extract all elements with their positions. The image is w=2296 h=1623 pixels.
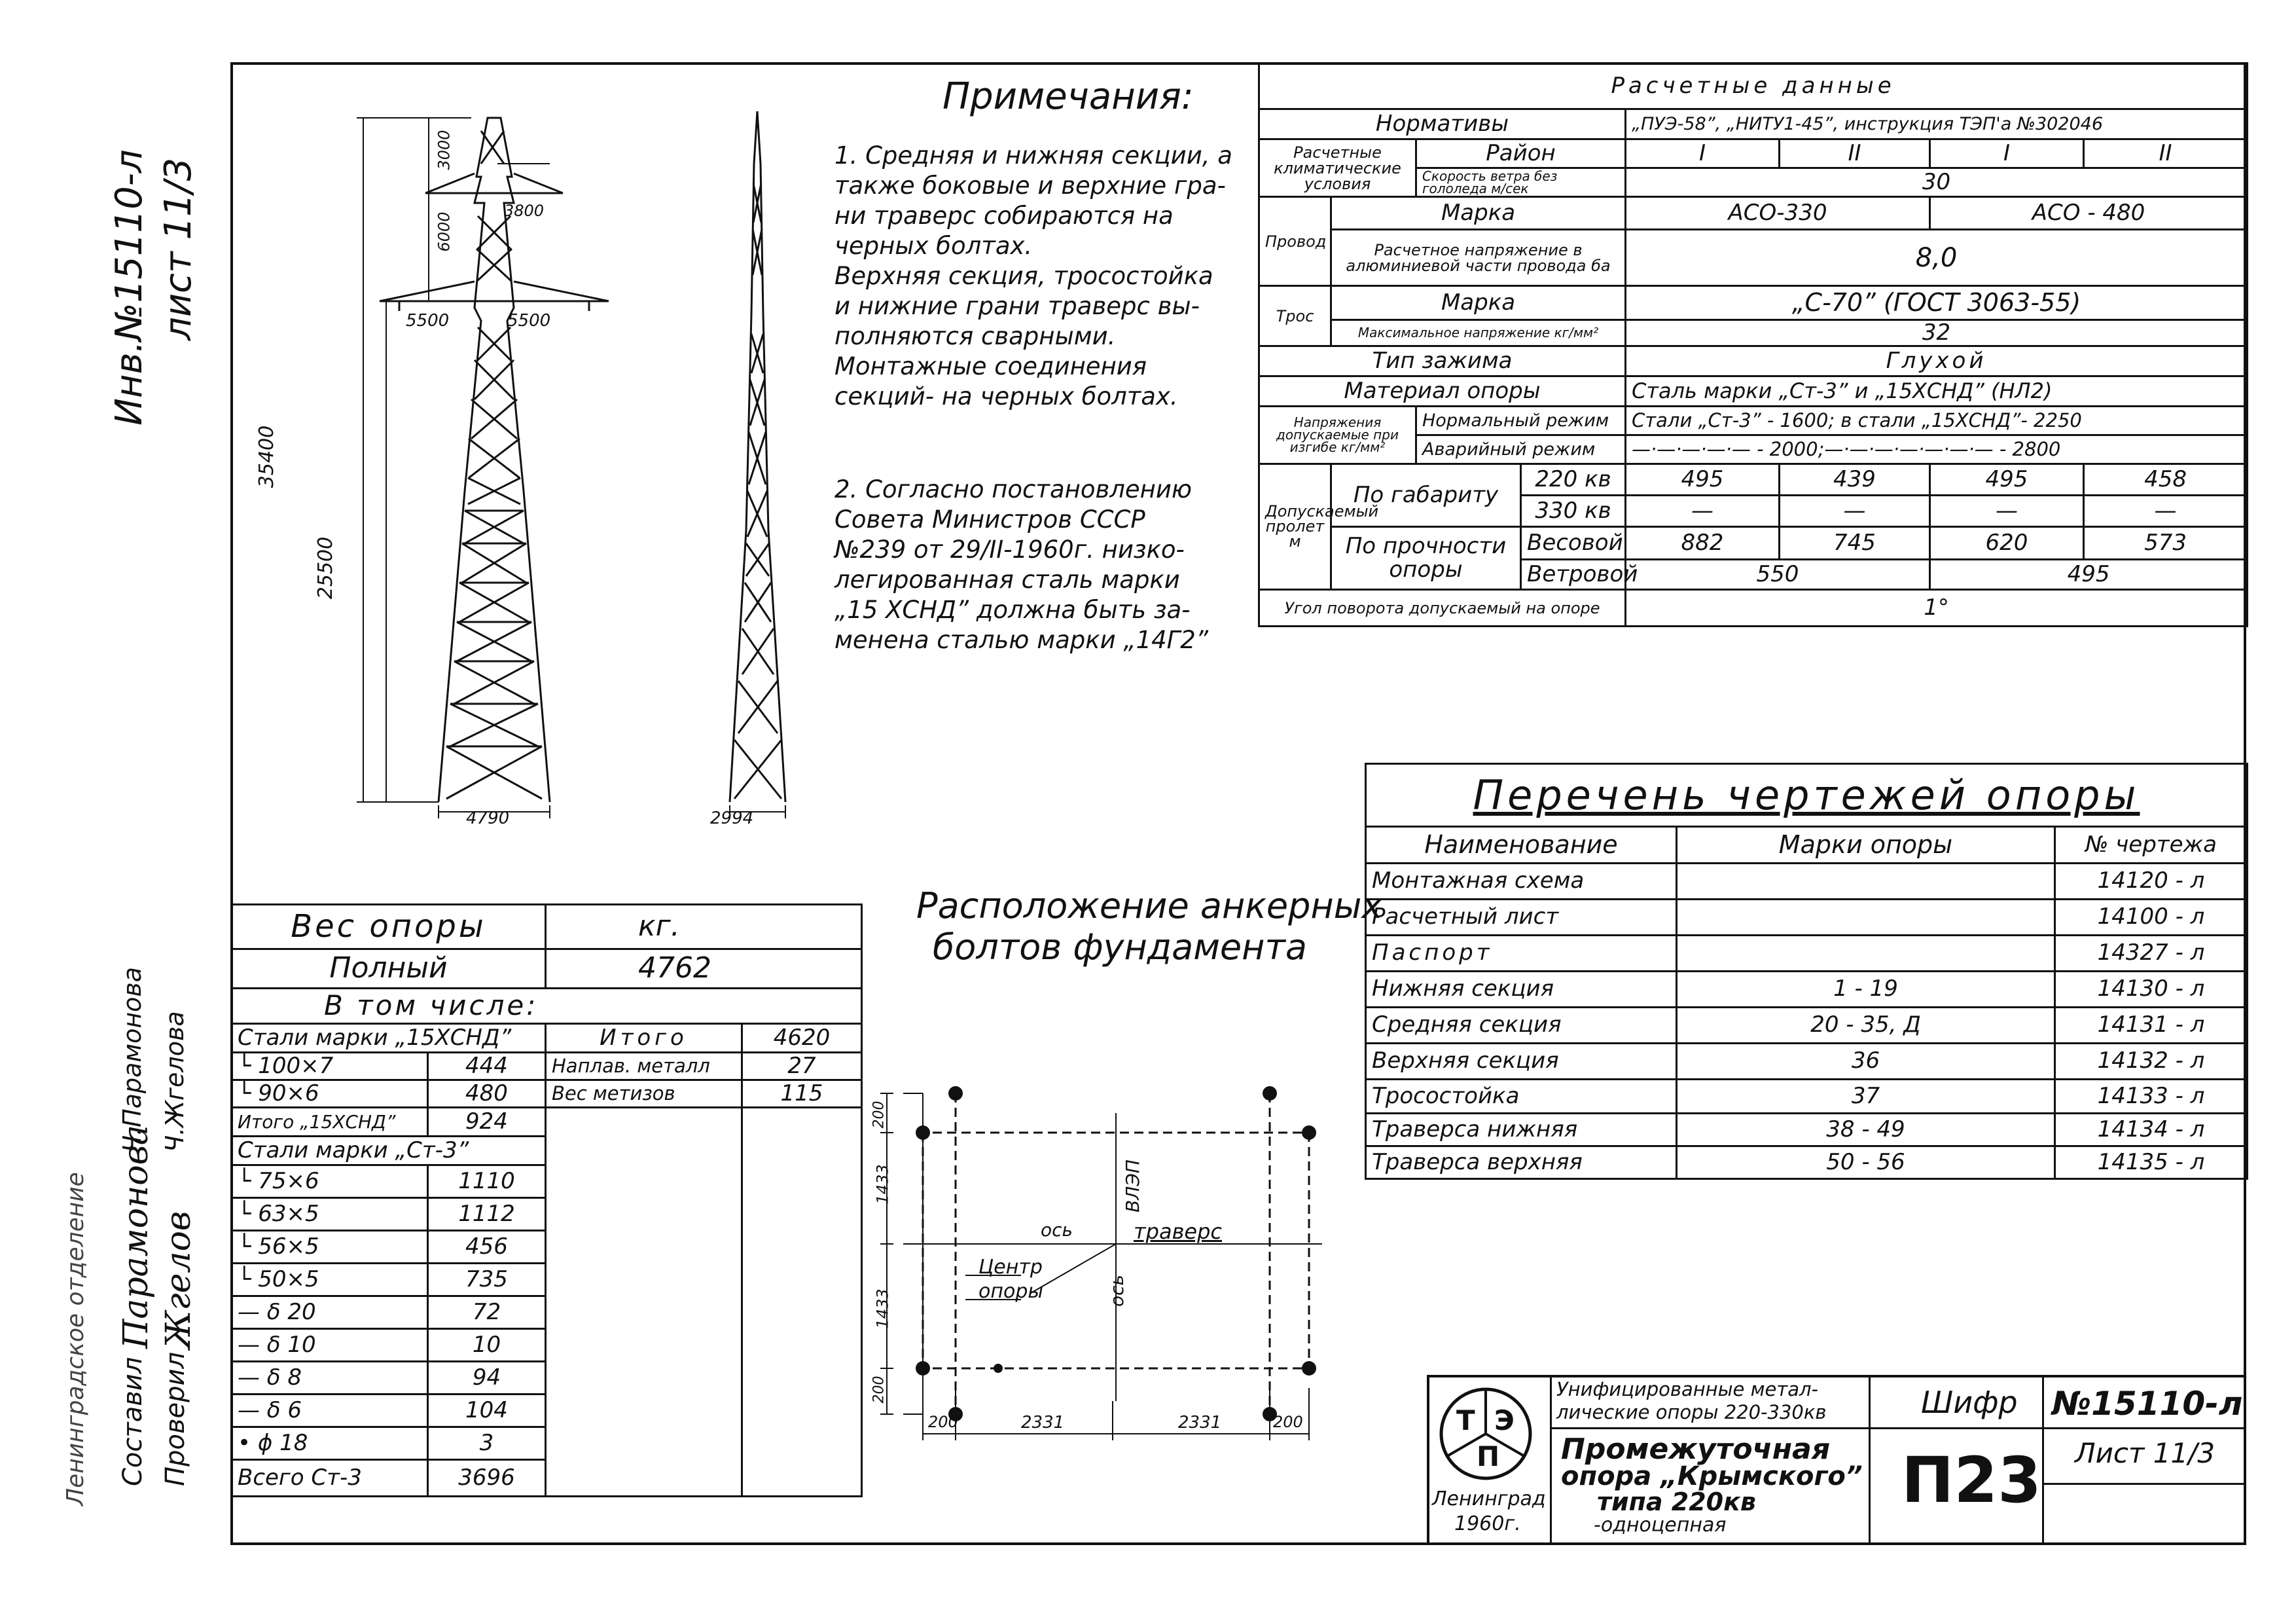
note-line: черных болтах. [834, 232, 1033, 260]
dim-base-side: 2994 [710, 809, 754, 828]
inventory-number: Инв.№15110-л [108, 149, 151, 426]
gabarit-330-2: — [1780, 496, 1930, 527]
by-strength-label: По прочности опоры [1331, 527, 1521, 590]
dim-base-front: 4790 [466, 809, 510, 828]
note-line: №239 от 29/II-1960г. низко- [834, 536, 1185, 564]
note-line: 2. Согласно постановлению [834, 475, 1193, 503]
profile-weight: 72 [428, 1296, 546, 1329]
col-header-number: № чертежа [2055, 827, 2248, 864]
gabarit-220-2: 439 [1780, 464, 1930, 496]
tower-elevation-drawing [242, 85, 831, 825]
drawing-name: Тросостойка [1366, 1080, 1677, 1114]
max-stress-value: 32 [1626, 320, 2248, 346]
logo-letter-t: Т [1456, 1404, 1475, 1436]
bolts-title-line2: болтов фундамента [933, 926, 1308, 968]
climatic-label: Расчетные климатические условия [1259, 139, 1416, 197]
itogo-label: Итого [546, 1024, 742, 1053]
drawing-name: Монтажная схема [1366, 864, 1677, 900]
voltage-330: 330 кв [1521, 496, 1626, 527]
dim-total-height: 35400 [255, 425, 279, 488]
full-weight-label: Полный [232, 949, 546, 989]
table-row [232, 1053, 862, 1080]
drawing-number: 14132 - л [2055, 1044, 2248, 1080]
profile: └ 90×6 [232, 1080, 428, 1108]
wind-span-1: 550 [1626, 560, 1930, 590]
logo-letter-e: Э [1494, 1404, 1515, 1436]
table-row [1366, 864, 2248, 900]
note-line: менена сталью марки „14Г2” [834, 626, 1208, 654]
calc-data-table [1258, 62, 2248, 627]
table-row [1366, 1044, 2248, 1080]
stamp-divider [2042, 1375, 2044, 1545]
stamp-divider [2042, 1483, 2246, 1485]
col-header-marks: Марки опоры [1677, 827, 2055, 864]
axis-vl-label: ВЛЭП [1121, 1159, 1143, 1213]
table-row [1366, 900, 2248, 936]
center-label-1: Центр [978, 1256, 1043, 1279]
profile-weight: 480 [428, 1080, 546, 1108]
angle-value: 1° [1626, 590, 2248, 627]
product-name-2: опора „Крымского” [1561, 1461, 1863, 1491]
drawing-number: 14327 - л [2055, 936, 2248, 972]
weight-span-2: 745 [1780, 527, 1930, 560]
series-line-2: лические опоры 220-330кв [1556, 1401, 1827, 1423]
weight-span-label: Весовой [1521, 527, 1626, 560]
profile-weight: 1110 [428, 1165, 546, 1198]
wind-speed-label: Скорость ветра без гололеда м/сек [1416, 168, 1626, 197]
note-line: полняются сварными. [834, 322, 1116, 350]
stamp-year: 1960г. [1454, 1512, 1521, 1535]
gabarit-220-1: 495 [1626, 464, 1780, 496]
cable-mark-label: Марка [1331, 286, 1626, 320]
profile-weight: 1112 [428, 1198, 546, 1231]
drawing-marks: 20 - 35, Д [1677, 1008, 2055, 1044]
compiled-by-signature: Парамонова [117, 1125, 156, 1349]
table-row [1366, 1146, 2248, 1179]
dim-lower-height: 25500 [314, 536, 338, 600]
empty-cell [546, 1108, 742, 1497]
profile-weight: 456 [428, 1231, 546, 1264]
gabarit-220-4: 458 [2084, 464, 2248, 496]
weight-span-4: 573 [2084, 527, 2248, 560]
drawing-name: Верхняя секция [1366, 1044, 1677, 1080]
stress-label: Расчетное напряжение в алюминиевой части провода бa [1331, 230, 1626, 286]
weight-title: Вес опоры [232, 905, 546, 949]
dim-h4: 200 [1273, 1413, 1303, 1431]
product-name-3: типа 220кв [1597, 1487, 1756, 1516]
document-number: №15110-л [2052, 1385, 2243, 1423]
dim-v1: 200 [870, 1101, 888, 1129]
checked-by-label: Проверил [160, 1351, 190, 1486]
table-row [1366, 1008, 2248, 1044]
total-st3-label: Всего Ст-3 [232, 1460, 428, 1497]
drawing-name: Нижняя секция [1366, 972, 1677, 1008]
drawing-marks: 1 - 19 [1677, 972, 2055, 1008]
wind-span-2: 495 [1930, 560, 2248, 590]
note-line: „15 ХСНД” должна быть за- [834, 596, 1191, 624]
bolts-title-line1: Расположение анкерных [916, 885, 1383, 926]
clamp-label: Тип зажима [1259, 346, 1626, 376]
profile: Итого „15ХСНД” [232, 1108, 428, 1137]
drawing-name: Расчетный лист [1366, 900, 1677, 936]
steel-st3-label: Стали марки „Ст-3” [232, 1137, 546, 1165]
angle-label: Угол поворота допускаемый на опоре [1259, 590, 1626, 627]
gabarit-330-4: — [2084, 496, 2248, 527]
profile: — δ 10 [232, 1329, 428, 1362]
col-header-name: Наименование [1366, 827, 1677, 864]
profile-weight: 10 [428, 1329, 546, 1362]
max-stress-label: Максимальное напряжение кг/мм² [1331, 320, 1626, 346]
drawing-number: 14134 - л [2055, 1114, 2248, 1146]
dim-crossarm-left: 5500 [406, 311, 450, 331]
including-label: В том числе: [232, 989, 862, 1024]
center-label-2: опоры [978, 1280, 1044, 1303]
stamp-sheet-number: Лист 11/3 [2075, 1437, 2215, 1469]
dim-top-height: 3000 [435, 130, 454, 170]
stamp-divider [1550, 1427, 2246, 1429]
table-row [1366, 972, 2248, 1008]
series-line-1: Унифицированные метал- [1556, 1378, 1818, 1400]
notes-block-1 [834, 141, 1232, 412]
allowed-span-label: Допускаемый пролет м [1259, 464, 1331, 590]
wind-span-label: Ветровой [1521, 560, 1626, 590]
profile-weight: 104 [428, 1395, 546, 1427]
dim-v3: 1433 [873, 1288, 892, 1329]
stress-value: 8,0 [1626, 230, 2248, 286]
calc-data-title: Расчетные данные [1259, 64, 2248, 109]
note-line: также боковые и верхние гра- [834, 172, 1226, 200]
profile: — δ 8 [232, 1362, 428, 1395]
drawing-marks [1677, 900, 2055, 936]
normatives-value: „ПУЭ-58”, „НИТУ1-45”, инструкция ТЭП'а №302046 [1626, 109, 2248, 139]
compiled-by-label: Составил [118, 1357, 148, 1486]
wire-mark-2: АСО - 480 [1930, 197, 2248, 230]
profile: └ 50×5 [232, 1264, 428, 1296]
drawing-number: 14131 - л [2055, 1008, 2248, 1044]
drawing-marks: 50 - 56 [1677, 1146, 2055, 1179]
by-gabarit-label: По габариту [1331, 464, 1521, 527]
note-line: Верхняя секция, тросостойка [834, 262, 1213, 290]
stamp-divider [1869, 1375, 1871, 1545]
drawings-list-title: Перечень чертежей опоры [1366, 764, 2248, 827]
drawings-list-table [1365, 763, 2248, 1180]
profile-weight: 735 [428, 1264, 546, 1296]
dim-v4: 200 [870, 1376, 888, 1404]
dim-h3: 2331 [1178, 1413, 1222, 1432]
wind-speed-value: 30 [1626, 168, 2248, 197]
drawing-marks: 36 [1677, 1044, 2055, 1080]
checked-by-name: Ч.Жгелова [160, 1011, 189, 1152]
profile-weight: 94 [428, 1362, 546, 1395]
note-line: Совета Министров СССР [834, 505, 1145, 534]
cipher-label: Шифр [1921, 1385, 2018, 1420]
wire-mark-1: АСО-330 [1626, 197, 1930, 230]
drawing-name: Средняя секция [1366, 1008, 1677, 1044]
steel-15xsnd-label: Стали марки „15ХСНД” [232, 1024, 546, 1053]
stamp-divider [1550, 1375, 1552, 1545]
cipher-code: П23 [1901, 1444, 2041, 1517]
full-weight-value: 4762 [546, 949, 862, 989]
profile: — δ 6 [232, 1395, 428, 1427]
material-value: Сталь марки „Ст-3” и „15ХСНД” (НЛ2) [1626, 376, 2248, 407]
axis-label: ось [1041, 1219, 1073, 1241]
normatives-label: Нормативы [1259, 109, 1626, 139]
drawing-marks: 37 [1677, 1080, 2055, 1114]
profile-weight: 3 [428, 1427, 546, 1460]
dim-arm-length: 3800 [504, 202, 545, 220]
profile: └ 56×5 [232, 1231, 428, 1264]
drawing-name: Траверса нижняя [1366, 1114, 1677, 1146]
note-line: секций- на черных болтах. [834, 382, 1178, 410]
drawing-name: Траверса верхняя [1366, 1146, 1677, 1179]
table-row [1366, 1080, 2248, 1114]
wire-mark-label: Марка [1331, 197, 1626, 230]
product-name-4: -одноцепная [1594, 1514, 1727, 1537]
dim-h2: 2331 [1021, 1413, 1065, 1432]
profile-weight: 444 [428, 1053, 546, 1080]
note-line: и нижние грани траверс вы- [834, 292, 1200, 320]
organization-stamp: Ленинградское отделение [62, 1172, 89, 1506]
drawing-marks: 38 - 49 [1677, 1114, 2055, 1146]
hardware-label: Вес метизов [546, 1080, 742, 1108]
profile: • ϕ 18 [232, 1427, 428, 1460]
drawing-number: 14135 - л [2055, 1146, 2248, 1179]
drawing-name: Паспорт [1366, 936, 1677, 972]
clamp-value: Глухой [1626, 346, 2248, 376]
weld-metal-value: 27 [742, 1053, 862, 1080]
empty-cell [742, 1108, 862, 1497]
profile: — δ 20 [232, 1296, 428, 1329]
weight-span-1: 882 [1626, 527, 1780, 560]
profile: └ 100×7 [232, 1053, 428, 1080]
note-line: Монтажные соединения [834, 352, 1147, 380]
notes-title: Примечания: [942, 75, 1194, 118]
notes-block-2 [834, 475, 1208, 655]
voltage-220: 220 кв [1521, 464, 1626, 496]
hardware-value: 115 [742, 1080, 862, 1108]
product-name-1: Промежуточная [1561, 1432, 1831, 1466]
compiled-by-name: Ч.Парамонова [118, 966, 147, 1152]
traverse-label: траверс [1134, 1219, 1223, 1244]
weight-unit: кг. [546, 905, 862, 949]
profile: └ 63×5 [232, 1198, 428, 1231]
region-1: I [1626, 139, 1780, 168]
profile: └ 75×6 [232, 1165, 428, 1198]
normal-mode-value: Стали „Ст-3” - 1600; в стали „15ХСНД”- 2250 [1626, 407, 2248, 435]
table-row [232, 1108, 862, 1137]
region-label: Район [1416, 139, 1626, 168]
total-st3-value: 3696 [428, 1460, 546, 1497]
drawing-marks [1677, 864, 2055, 900]
table-row [232, 1080, 862, 1108]
weld-metal-label: Наплав. металл [546, 1053, 742, 1080]
gabarit-330-3: — [1930, 496, 2084, 527]
profile-weight: 924 [428, 1108, 546, 1137]
material-label: Материал опоры [1259, 376, 1626, 407]
dim-v2: 1433 [873, 1164, 892, 1205]
axis2-label: ось [1106, 1274, 1128, 1307]
logo-letter-p: П [1477, 1440, 1500, 1472]
weight-table [230, 903, 863, 1497]
margin-sheet-number: лист 11/3 [157, 157, 200, 340]
drawing-number: 14100 - л [2055, 900, 2248, 936]
drawing-marks [1677, 936, 2055, 972]
checked-by-signature: Жгелов [159, 1211, 198, 1349]
table-row [1366, 1114, 2248, 1146]
note-line: ни траверс собираются на [834, 202, 1174, 230]
dim-crossarm-right: 5500 [507, 311, 551, 331]
cable-label: Трос [1259, 286, 1331, 346]
region-2: II [1780, 139, 1930, 168]
normal-mode-label: Нормальный режим [1416, 407, 1626, 435]
drawing-number: 14130 - л [2055, 972, 2248, 1008]
dim-h1: 200 [928, 1413, 958, 1431]
gabarit-220-3: 495 [1930, 464, 2084, 496]
emergency-mode-value: —·—·—·—·— - 2000;—·—·—·—·—·—·— - 2800 [1626, 435, 2248, 464]
gabarit-330-1: — [1626, 496, 1780, 527]
region-3: I [1930, 139, 2084, 168]
drawing-number: 14120 - л [2055, 864, 2248, 900]
cable-mark-value: „С-70” (ГОСТ 3063-55) [1626, 286, 2248, 320]
region-4: II [2084, 139, 2248, 168]
weight-span-3: 620 [1930, 527, 2084, 560]
drawing-number: 14133 - л [2055, 1080, 2248, 1114]
table-row [1366, 936, 2248, 972]
itogo-value: 4620 [742, 1024, 862, 1053]
wire-label: Провод [1259, 197, 1331, 286]
allowed-stress-label: Напряжения допускаемые при изгибе кг/мм² [1259, 407, 1416, 464]
dim-mid-height: 6000 [435, 211, 454, 252]
emergency-mode-label: Аварийный режим [1416, 435, 1626, 464]
note-line: 1. Средняя и нижняя секции, а [834, 141, 1232, 170]
note-line: легированная сталь марки [834, 566, 1180, 594]
stamp-city: Ленинград [1432, 1487, 1546, 1510]
